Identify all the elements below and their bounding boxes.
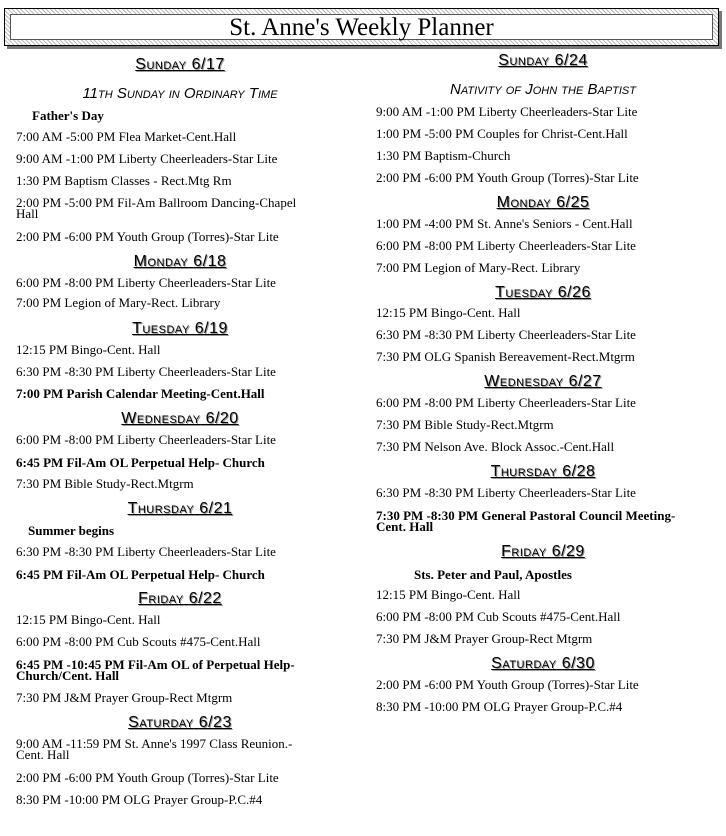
event-item: 6:30 PM -8:30 PM Liberty Cheerleaders-Star Lite xyxy=(376,485,636,500)
event-item: 8:30 PM -10:00 PM OLG Prayer Group-P.C.#4 xyxy=(16,792,263,807)
day-heading-wednesday-6-20: Wednesday 6/20 xyxy=(121,410,239,427)
event-item: 7:00 PM Parish Calendar Meeting-Cent.Hall xyxy=(16,386,265,401)
event-item: 7:00 PM Legion of Mary-Rect. Library xyxy=(16,295,221,310)
event-item: 8:30 PM -10:00 PM OLG Prayer Group-P.C.#4 xyxy=(376,699,623,714)
event-item: 1:30 PM Baptism Classes - Rect.Mtg Rm xyxy=(16,173,232,188)
event-item: 6:00 PM -8:00 PM Cub Scouts #475-Cent.Hall xyxy=(376,609,621,624)
day-heading-wednesday-6-27: Wednesday 6/27 xyxy=(484,373,602,390)
event-item: 1:30 PM Baptism-Church xyxy=(376,148,511,163)
day-heading-tuesday-6-26: Tuesday 6/26 xyxy=(495,284,591,301)
event-item: 12:15 PM Bingo-Cent. Hall xyxy=(16,342,161,357)
event-item: 6:00 PM -8:00 PM Liberty Cheerleaders-Star Lite xyxy=(16,432,276,447)
event-item: 6:30 PM -8:30 PM Liberty Cheerleaders-Star Lite xyxy=(376,327,636,342)
event-item: 1:00 PM -4:00 PM St. Anne's Seniors - Cent.Hall xyxy=(376,216,633,231)
feast-title: Nativity of John the Baptist xyxy=(450,81,636,98)
title-banner xyxy=(4,8,719,46)
event-item: 9:00 AM -11:59 PM St. Anne's 1997 Class Reunion.- Cent. Hall xyxy=(16,736,293,762)
day-heading-monday-6-25: Monday 6/25 xyxy=(496,194,590,211)
event-item: 9:00 AM -1:00 PM Liberty Cheerleaders-Star Lite xyxy=(376,104,638,119)
day-heading-friday-6-22: Friday 6/22 xyxy=(138,590,222,607)
event-item: 1:00 PM -5:00 PM Couples for Christ-Cent.Hall xyxy=(376,126,628,141)
event-item: 2:00 PM -6:00 PM Youth Group (Torres)-Star Lite xyxy=(376,170,639,185)
event-item: 7:30 PM J&M Prayer Group-Rect Mtgrm xyxy=(16,690,233,705)
event-item: 12:15 PM Bingo-Cent. Hall xyxy=(376,587,521,602)
feast-title: 11th Sunday in Ordinary Time xyxy=(82,85,278,102)
page-title: St. Anne's Weekly Planner xyxy=(10,14,713,40)
event-item: 2:00 PM -6:00 PM Youth Group (Torres)-Star Lite xyxy=(376,677,639,692)
event-item: 7:30 PM Nelson Ave. Block Assoc.-Cent.Hall xyxy=(376,439,615,454)
event-item: 7:30 PM J&M Prayer Group-Rect Mtgrm xyxy=(376,631,593,646)
event-item: 6:30 PM -8:30 PM Liberty Cheerleaders-Star Lite xyxy=(16,364,276,379)
event-item: 7:30 PM -8:30 PM General Pastoral Council Meeting- Cent. Hall xyxy=(376,508,676,534)
event-item: 6:00 PM -8:00 PM Cub Scouts #475-Cent.Hall xyxy=(16,634,261,649)
day-heading-friday-6-29: Friday 6/29 xyxy=(501,543,585,560)
event-item: 6:00 PM -8:00 PM Liberty Cheerleaders-Star Lite xyxy=(376,395,636,410)
event-item: 7:30 PM Bible Study-Rect.Mtgrm xyxy=(16,476,194,491)
day-heading-sunday-6-24: Sunday 6/24 xyxy=(498,52,588,69)
event-item: 9:00 AM -1:00 PM Liberty Cheerleaders-Star Lite xyxy=(16,151,278,166)
event-item: 2:00 PM -6:00 PM Youth Group (Torres)-Star Lite xyxy=(16,229,279,244)
event-item: 6:00 PM -8:00 PM Liberty Cheerleaders-Star Lite xyxy=(16,275,276,290)
event-item: 7:00 PM Legion of Mary-Rect. Library xyxy=(376,260,581,275)
day-note: Summer begins xyxy=(28,523,115,538)
event-item: 6:45 PM Fil-Am OL Perpetual Help- Church xyxy=(16,455,265,470)
day-heading-saturday-6-23: Saturday 6/23 xyxy=(128,714,232,731)
day-heading-sunday-6-17: Sunday 6/17 xyxy=(135,56,225,73)
event-item: 12:15 PM Bingo-Cent. Hall xyxy=(376,305,521,320)
day-heading-thursday-6-28: Thursday 6/28 xyxy=(490,463,596,480)
day-heading-thursday-6-21: Thursday 6/21 xyxy=(127,500,233,517)
event-item: 7:30 PM Bible Study-Rect.Mtgrm xyxy=(376,417,554,432)
event-item: 6:45 PM -10:45 PM Fil-Am OL of Perpetual Help- Church/Cent. Hall xyxy=(16,657,295,683)
event-item: 7:30 PM OLG Spanish Bereavement-Rect.Mtgrm xyxy=(376,349,635,364)
day-heading-monday-6-18: Monday 6/18 xyxy=(133,253,227,270)
event-item: 6:00 PM -8:00 PM Liberty Cheerleaders-Star Lite xyxy=(376,238,636,253)
event-item: 2:00 PM -5:00 PM Fil-Am Ballroom Dancing-Chapel Hall xyxy=(16,195,297,221)
day-heading-saturday-6-30: Saturday 6/30 xyxy=(491,655,595,672)
event-item: 2:00 PM -6:00 PM Youth Group (Torres)-Star Lite xyxy=(16,770,279,785)
day-note: Father's Day xyxy=(32,108,104,123)
event-item: 6:45 PM Fil-Am OL Perpetual Help- Church xyxy=(16,567,265,582)
day-note: Sts. Peter and Paul, Apostles xyxy=(414,567,572,582)
event-item: 12:15 PM Bingo-Cent. Hall xyxy=(16,612,161,627)
day-heading-tuesday-6-19: Tuesday 6/19 xyxy=(132,320,228,337)
event-item: 7:00 AM -5:00 PM Flea Market-Cent.Hall xyxy=(16,129,237,144)
event-item: 6:30 PM -8:30 PM Liberty Cheerleaders-Star Lite xyxy=(16,544,276,559)
